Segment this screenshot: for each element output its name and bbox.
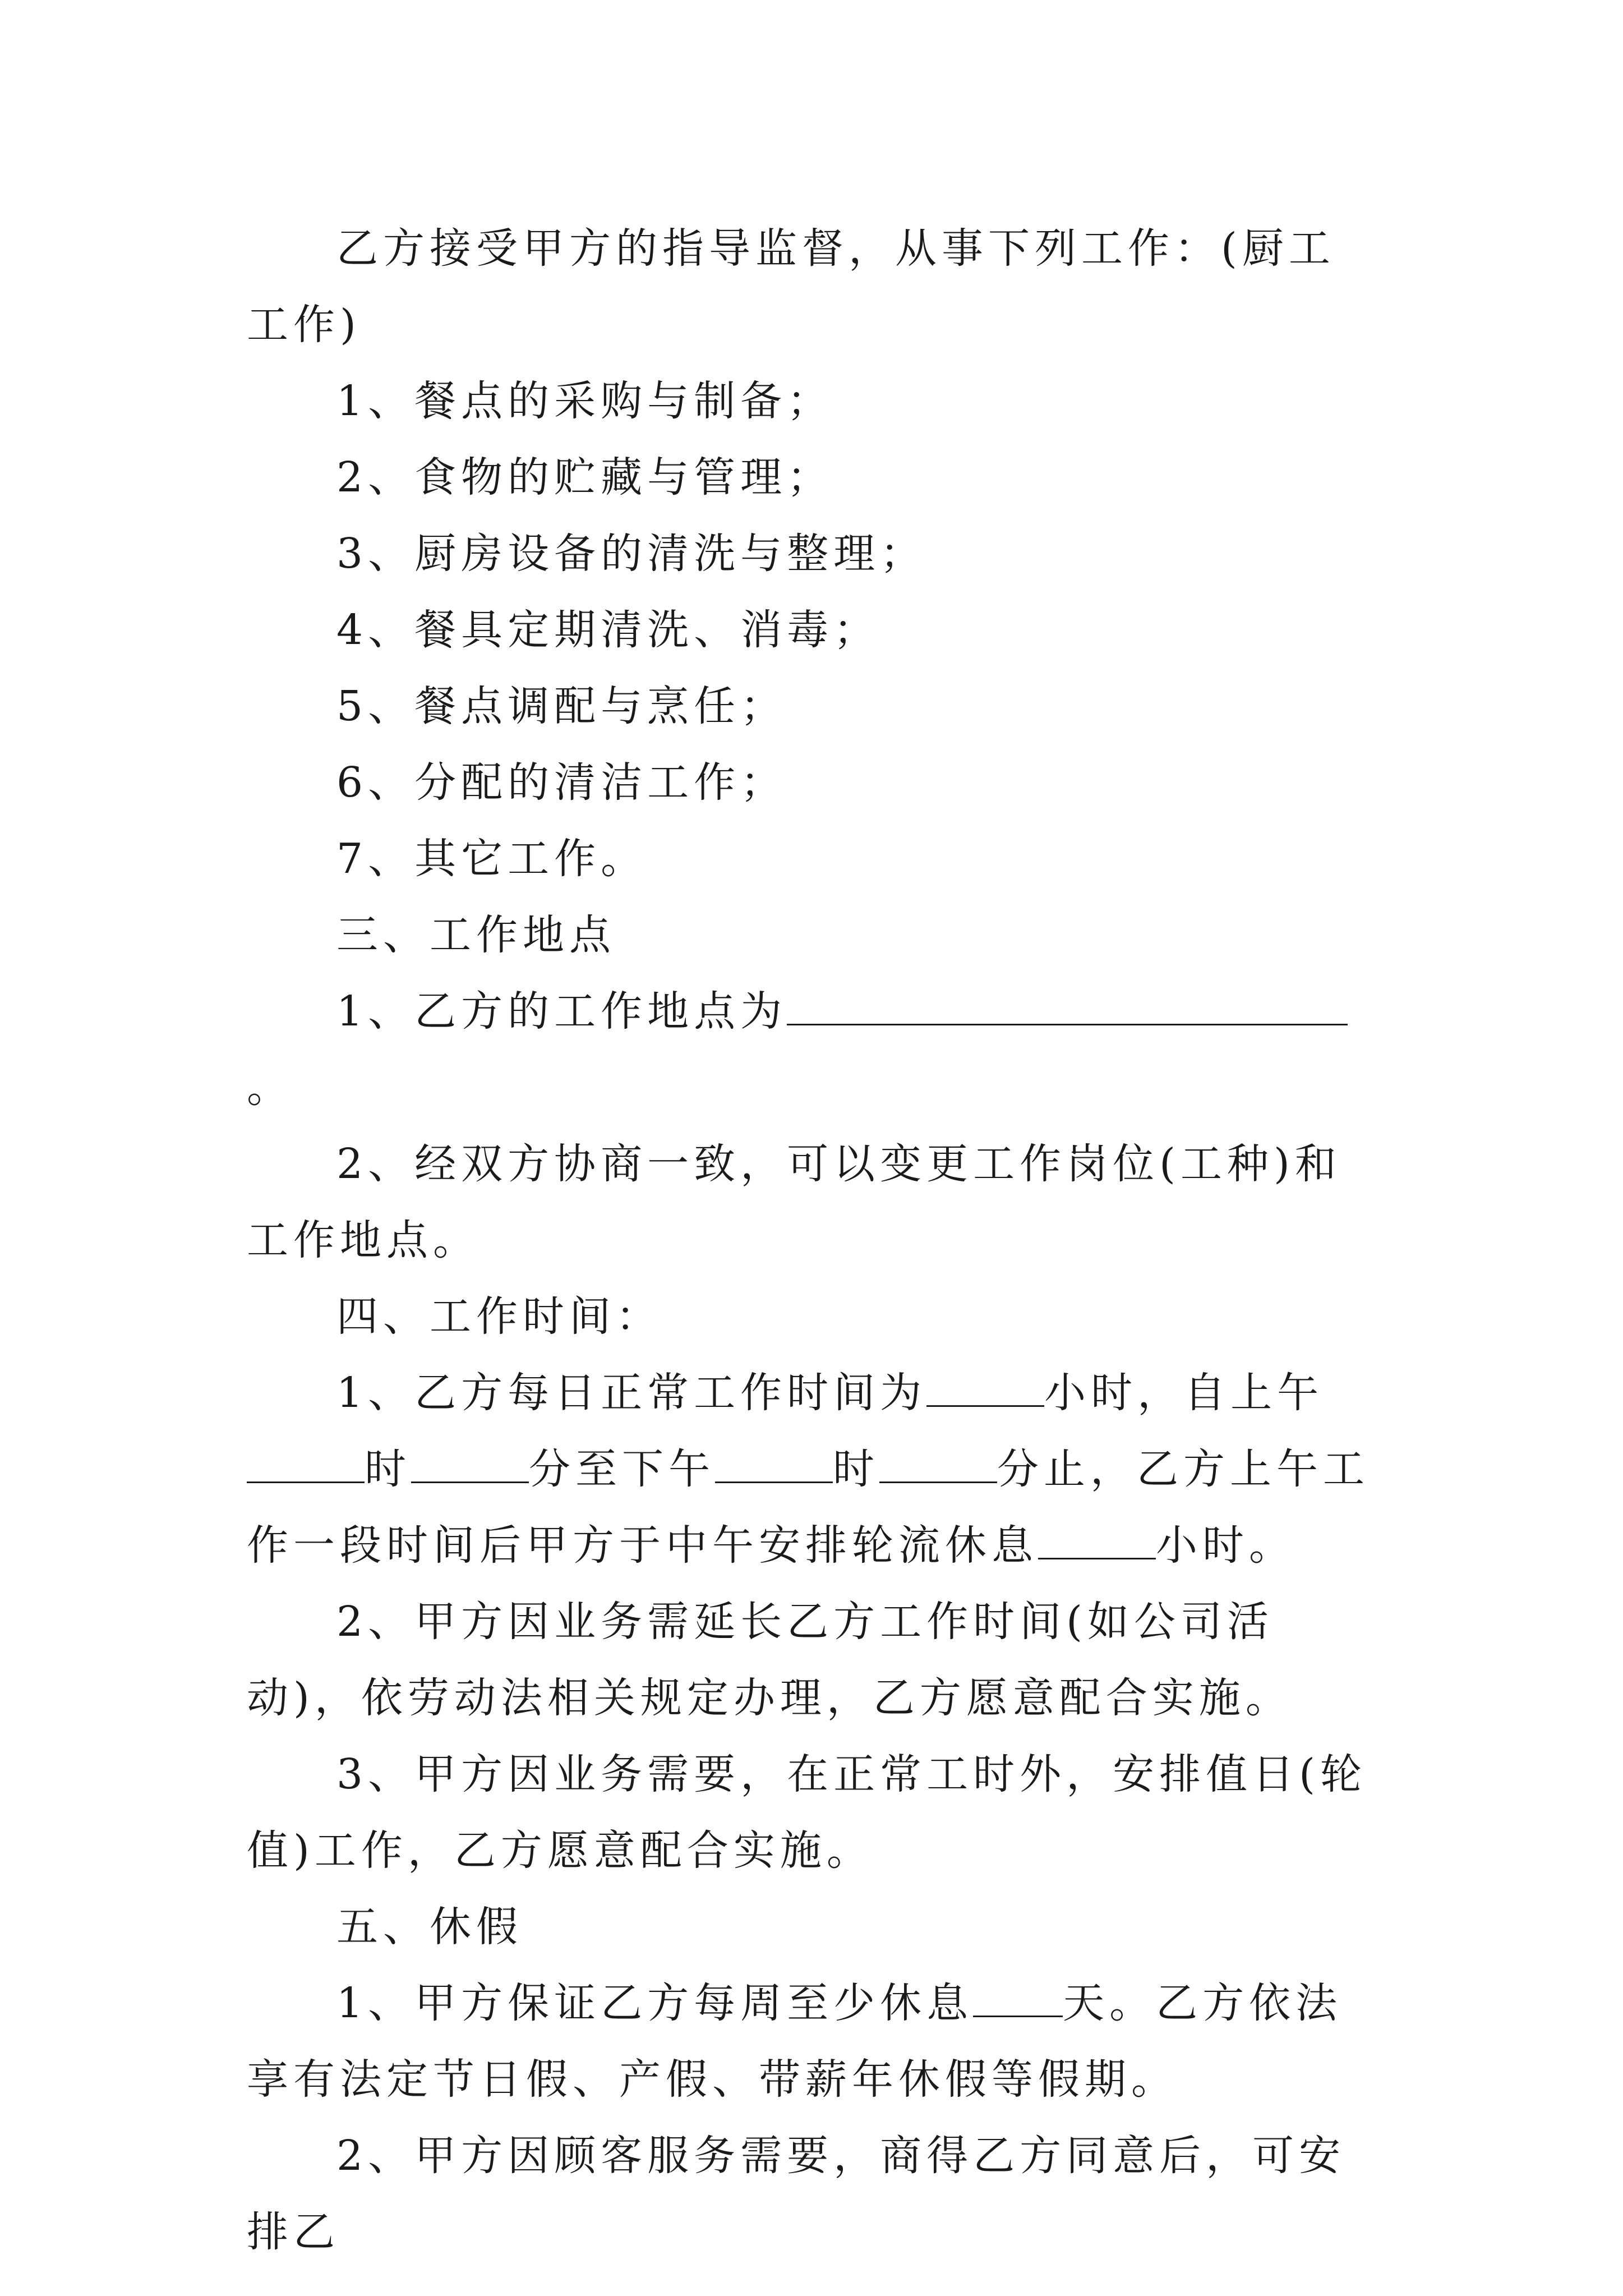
work-hours-text-g: 小时。 [1156, 1521, 1295, 1570]
overtime-clause: 2、甲方因业务需延长乙方工作时间(如公司活动)，依劳动法相关规定办理，乙方愿意配合实施。 [247, 1598, 1292, 1722]
weekly-rest-text-a: 1、甲方保证乙方每周至少休息 [336, 1979, 974, 2027]
weekly-rest-text-b: 天。乙方依法享有法定节日假、产假、带薪年休假等假期。 [247, 1979, 1343, 2104]
daily-hours-blank [926, 1370, 1044, 1407]
work-location-end: 。 [247, 1064, 293, 1112]
work-location-text: 1、乙方的工作地点为 [336, 987, 787, 1036]
duty-item-2: 2、食物的贮藏与管理； [336, 453, 834, 501]
rest-hours-blank [1038, 1523, 1156, 1559]
work-hours-text-c: 时 [365, 1445, 411, 1493]
work-hours-text-d: 分至下午 [529, 1445, 715, 1493]
duty-item-6: 6、分配的清洁工作； [336, 758, 787, 807]
morning-hour-blank [247, 1447, 365, 1483]
work-hours-clause [247, 1355, 1380, 1584]
duty-item-4: 4、餐具定期清洗、消毒； [336, 606, 880, 654]
work-hours-text-a: 1、乙方每日正常工作时间为 [336, 1369, 927, 1417]
duty-item-5: 5、餐点调配与烹任； [336, 682, 787, 730]
weekly-rest-clause [247, 1965, 1380, 2118]
work-location-clause [247, 973, 1380, 1126]
customer-service-clause: 2、甲方因顾客服务需要，商得乙方同意后，可安排乙 [247, 2132, 1346, 2256]
duty-item-1: 1、餐点的采购与制备； [336, 377, 834, 425]
section-heading-work-hours: 四、工作时间： [336, 1292, 662, 1341]
afternoon-hour-blank [715, 1447, 833, 1483]
afternoon-minute-blank [879, 1447, 997, 1483]
work-hours-text-b: 小时，自上午 [1044, 1369, 1324, 1417]
work-hours-text-f: 分止，乙方上午工作一段时间后甲方于中午安排轮流休息 [247, 1445, 1370, 1570]
morning-minute-blank [411, 1447, 529, 1483]
document-body [247, 210, 1380, 2270]
section-heading-work-location: 三、工作地点 [336, 911, 616, 959]
work-location-change-clause: 2、经双方协商一致，可以变更工作岗位(工种)和工作地点。 [247, 1140, 1341, 1264]
work-hours-text-e: 时 [833, 1445, 879, 1493]
duties-intro: 乙方接受甲方的指导监督，从事下列工作：(厨工工作) [247, 224, 1335, 349]
section-heading-leave: 五、休假 [336, 1903, 523, 1951]
duty-item-7: 7、其它工作。 [336, 835, 648, 883]
duty-rotation-clause: 3、甲方因业务需要，在正常工时外，安排值日(轮值)工作，乙方愿意配合实施。 [247, 1750, 1367, 1875]
rest-days-blank [973, 1981, 1063, 2017]
work-location-blank [787, 989, 1348, 1025]
duty-item-3: 3、厨房设备的清洗与整理； [336, 530, 927, 578]
